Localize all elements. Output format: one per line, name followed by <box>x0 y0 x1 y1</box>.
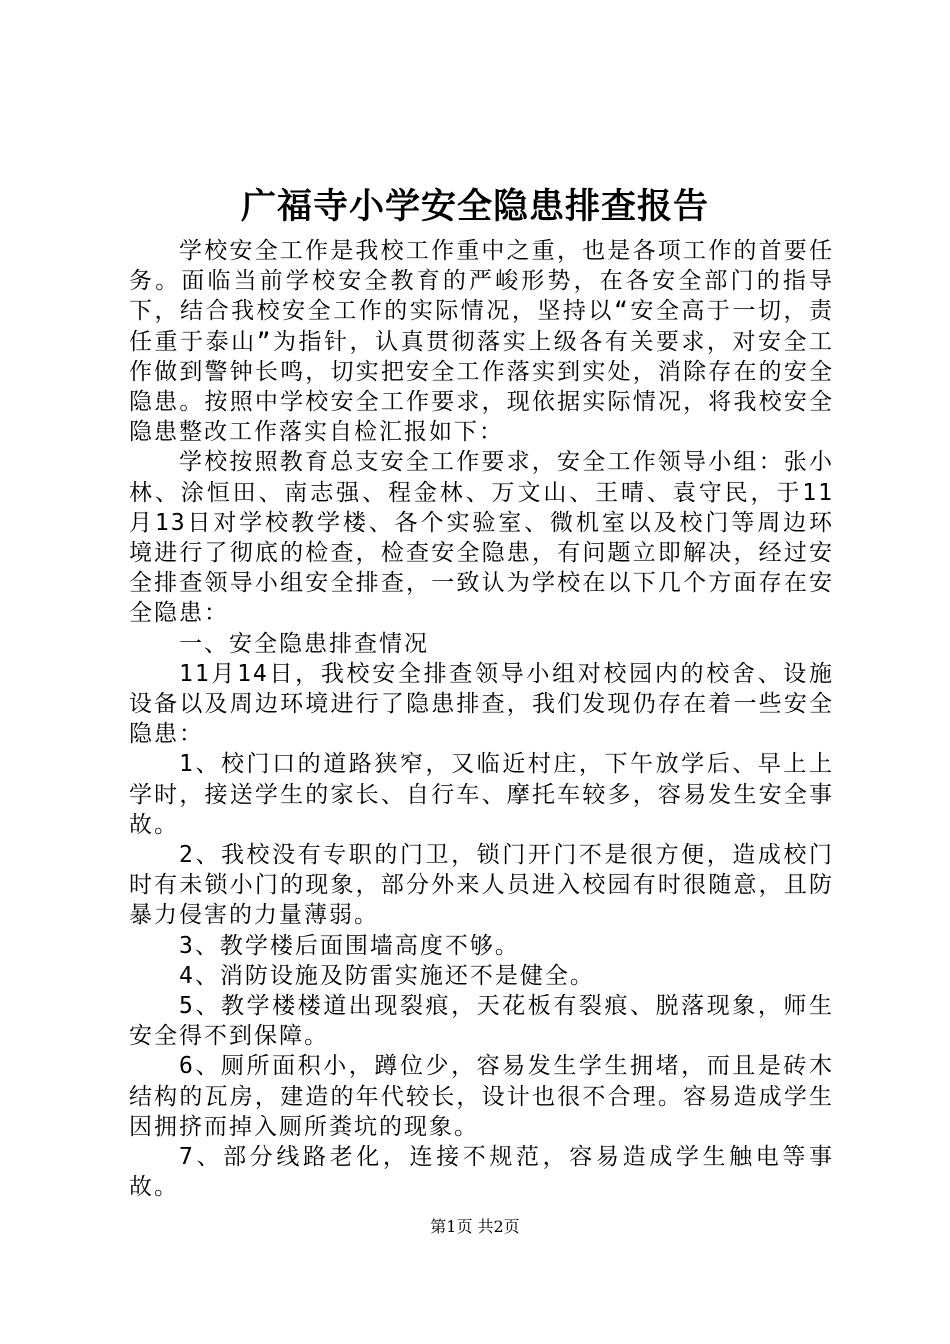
paragraph-inspection: 学校按照教育总支安全工作要求，安全工作领导小组：张小林、涂恒田、南志强、程金林、万文山、王晴、袁守民，于11月13日对学校教学楼、各个实验室、微机室以及校门等周边环境进行了彻底的检查，检查安全隐患，有问题立即解决，经过安全排查领导小组安全排查，一致认为学校在以下几个方面存在安全隐患： <box>129 449 834 627</box>
section-heading: 一、安全隐患排查情况 <box>179 630 429 657</box>
paragraph-intro: 学校安全工作是我校工作重中之重，也是各项工作的首要任务。面临当前学校安全教育的严峻形势，在各安全部门的指导下，结合我校安全工作的实际情况，坚持以“安全高于一切，责任重于泰山”为指针，认真贯彻落实上级各有关要求，对安全工作做到警钟长鸣，切实把安全工作落实到实处，消除存在的安全隐患。按照中学校安全工作要求，现依据实际情况，将我校安全隐患整改工作落实自检汇报如下： <box>129 238 834 446</box>
list-item: 1、校门口的道路狭窄，又临近村庄，下午放学后、早上上学时，接送学生的家长、自行车、摩托车较多，容易发生安全事故。 <box>129 751 834 838</box>
list-item: 6、厕所面积小，蹲位少，容易发生学生拥堵，而且是砖木结构的瓦房，建造的年代较长，设计也很不合理。容易造成学生因拥挤而掉入厕所粪坑的现象。 <box>129 1053 834 1140</box>
list-item: 7、部分线路老化，连接不规范，容易造成学生触电等事故。 <box>129 1144 834 1201</box>
list-item: 4、消防设施及防雷实施还不是健全。 <box>179 962 595 989</box>
document-body <box>129 236 834 1203</box>
paragraph-findings: 11月14日，我校安全排查领导小组对校园内的校舍、设施设备以及周边环境进行了隐患排查，我们发现仍存在着一些安全隐患： <box>129 660 834 748</box>
document-title: 广福寺小学安全隐患排查报告 <box>240 186 709 227</box>
list-item: 3、教学楼后面围墙高度不够。 <box>179 932 520 959</box>
list-item: 2、我校没有专职的门卫，锁门开门不是很方便，造成校门时有未锁小门的现象，部分外来人员进入校园有时很随意，且防暴力侵害的力量薄弱。 <box>129 842 834 929</box>
page-footer: 第1页 共2页 <box>430 1217 520 1236</box>
list-item: 5、教学楼楼道出现裂痕，天花板有裂痕、脱落现象，师生安全得不到保障。 <box>129 993 834 1050</box>
